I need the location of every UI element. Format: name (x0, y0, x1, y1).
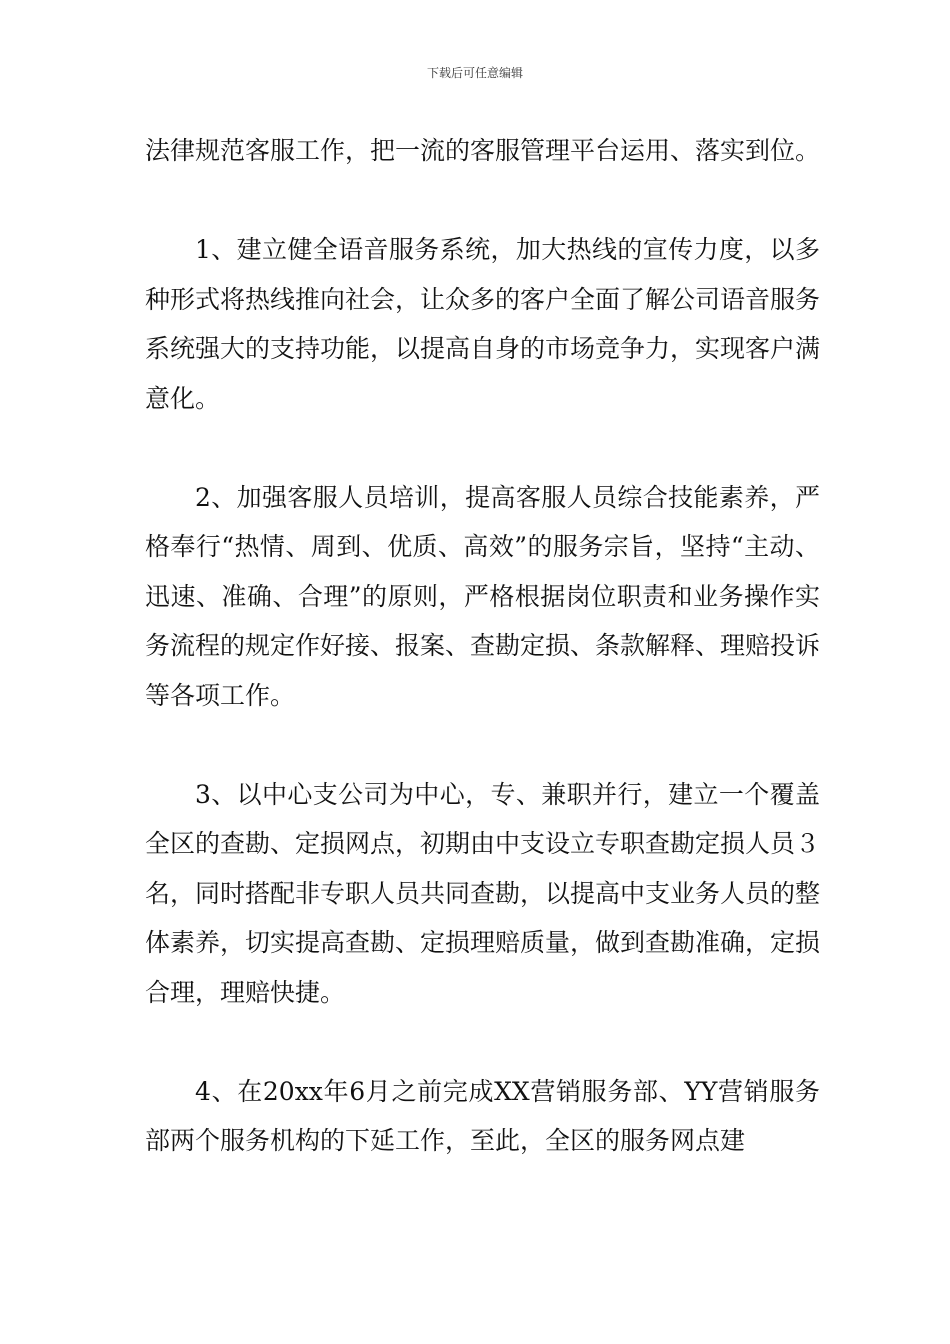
paragraph-item-2: 2、加强客服人员培训，提高客服人员综合技能素养，严格奉行“热情、周到、优质、高效”的服务宗旨，坚持“主动、迅速、准确、合理”的原则，严格根据岗位职责和业务操作实务流程的规定作好接、报案、查勘定损、条款解释、理赔投诉等各项工作。 (145, 482, 821, 710)
paragraph-item-4: 4、在20xx年6月之前完成XX营销服务部、YY营销服务部两个服务机构的下延工作，至此，全区的服务网点建 (145, 1076, 820, 1155)
paragraph-spacer (145, 720, 820, 770)
paragraph-item-3: 3、以中心支公司为中心，专、兼职并行，建立一个覆盖全区的查勘、定损网点，初期由中支设立专职查勘定损人员３名，同时搭配非专职人员共同查勘，以提高中支业务人员的整体素养，切实提高查勘、定损理赔质量，做到查勘准确，定损合理，理赔快捷。 (145, 779, 821, 1007)
paragraph-spacer (145, 1017, 820, 1067)
page-header: 下载后可任意编辑 (426, 66, 523, 80)
paragraph-spacer (145, 423, 820, 473)
paragraph-spacer (145, 176, 820, 226)
paragraph-item-1: 1、建立健全语音服务系统，加大热线的宣传力度，以多种形式将热线推向社会，让众多的客户全面了解公司语音服务系统强大的支持功能，以提高自身的市场竞争力，实现客户满意化。 (145, 235, 821, 413)
paragraph-continuation: 法律规范客服工作，把一流的客服管理平台运用、落实到位。 (145, 136, 821, 165)
document-body (145, 126, 820, 1166)
